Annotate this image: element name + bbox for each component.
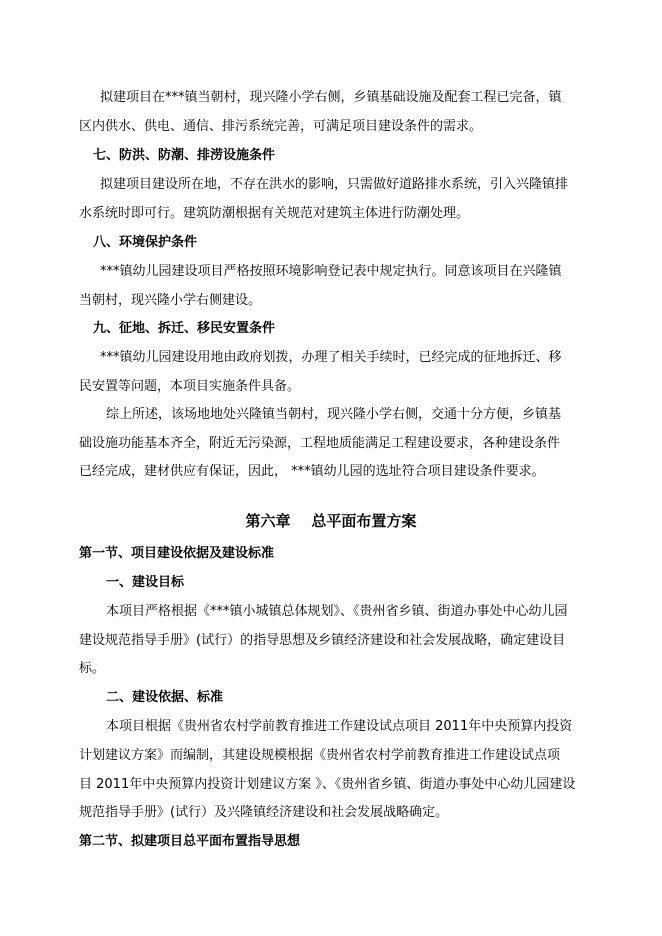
paragraph-line: 目 2011年中央预算内投资计划建议方案 》、《贵州省乡镇、街道办事处中心幼儿园建设 [79,777,576,792]
paragraph-line: ***镇幼儿园建设项目严格按照环境影响登记表中规定执行。同意该项目在兴隆镇 [100,264,562,279]
paragraph-line: ***镇幼儿园建设用地由政府划拨，办理了相关手续时，已经完成的征地拆迁、移 [100,350,562,365]
paragraph-line: 础设施功能基本齐全，附近无污染源，工程地质能满足工程建设要求，各种建设条件 [79,436,561,451]
subheading-2: 二、建设依据、标准 [106,690,224,705]
paragraph-line: 本项目严格根据《***镇小城镇总体规划》、《贵州省乡镇、街道办事处中心幼儿园 [106,604,568,619]
chapter-title: 第六章 总平面布置方案 [245,512,417,530]
paragraph-line: 本项目根据《贵州省农村学前教育推进工作建设试点项目 2011年中央预算内投资 [106,719,573,734]
paragraph-line: 拟建项目在***镇当朝村，现兴隆小学右侧，乡镇基础设施及配套工程已完备，镇 [100,90,562,105]
section-heading-7: 七、防洪、防潮、排涝设施条件 [93,148,276,163]
subheading-1: 一、建设目标 [106,575,185,590]
paragraph-line: 民安置等问题，本项目实施条件具备。 [79,379,301,394]
paragraph-line: 计划建议方案》而编制，其建设规模根据《贵州省农村学前教育推进工作建设试点项 [79,748,561,763]
section-heading-8: 八、环境保护条件 [93,235,198,250]
paragraph-line: 区内供水、供电、通信、排污系统完善，可满足项目建设条件的需求。 [79,119,483,134]
section-heading-9: 九、征地、拆迁、移民安置条件 [93,321,276,336]
paragraph-line: 规范指导手册》(试行）及兴隆镇经济建设和社会发展战略确定。 [79,805,449,820]
paragraph-line: 水系统时即可行。建筑防潮根据有关规范对建筑主体进行防潮处理。 [79,206,470,221]
paragraph-line: 已经完成，建材供应有保证，因此， ***镇幼儿园的选址符合项目建设条件要求。 [79,464,545,479]
paragraph-line: 标。 [79,661,106,676]
paragraph-line: 拟建项目建设所在地，不存在洪水的影响，只需做好道路排水系统，引入兴隆镇排 [100,177,569,192]
section-title-2: 第二节、拟建项目总平面布置指导思想 [79,834,301,849]
paragraph-line: 当朝村，现兴隆小学右侧建设。 [79,293,262,308]
paragraph-line: 建设规范指导手册》(试行）的指导思想及乡镇经济建设和社会发展战略，确定建设目 [79,633,566,648]
section-title-1: 第一节、项目建设依据及建设标准 [79,546,275,561]
paragraph-line: 综上所述，该场地地处兴隆镇当朝村，现兴隆小学右侧，交通十分方便，乡镇基 [106,407,562,422]
